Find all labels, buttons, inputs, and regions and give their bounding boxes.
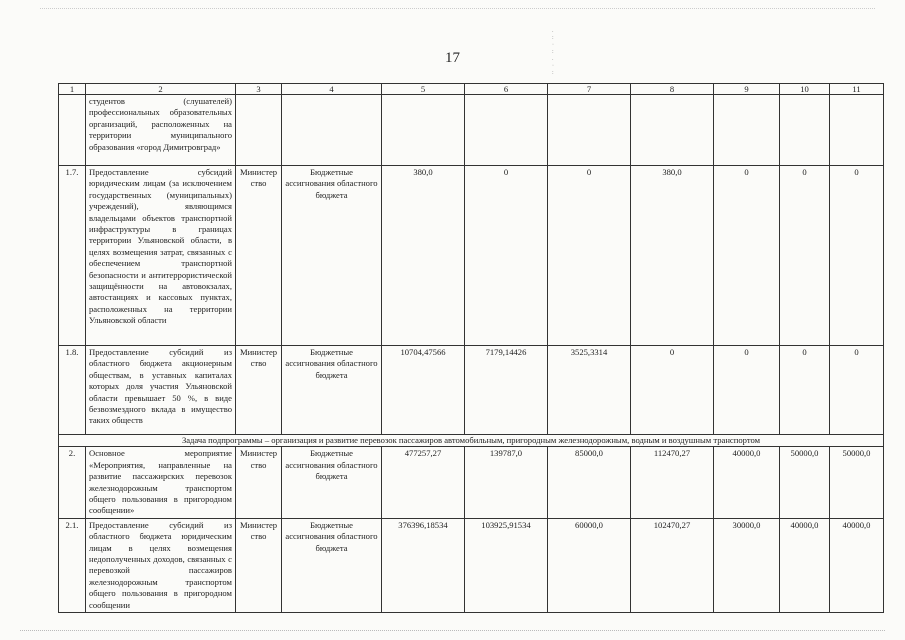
row-value: 0 (714, 346, 780, 435)
row-description: Предоставление субсидий из областного бюджета юридическим лицам в целях возмещения недополученных доходов, связанных с перевозкой пассажиров железнодорожным транспортом общего пользования в пригородном сообщении (86, 518, 236, 612)
row-value: 380,0 (631, 166, 714, 346)
scan-artifact-top (40, 8, 875, 10)
row-total: 10704,47566 (382, 346, 465, 435)
row-number: 2. (59, 447, 86, 518)
row-total: 380,0 (382, 166, 465, 346)
row-value (830, 95, 884, 166)
row-value (465, 95, 548, 166)
row-value: 7179,14426 (465, 346, 548, 435)
row-total: 477257,27 (382, 447, 465, 518)
table-row (59, 95, 884, 166)
row-value: 0 (830, 166, 884, 346)
program-table (58, 83, 884, 613)
row-value (631, 95, 714, 166)
row-value: 103925,91534 (465, 518, 548, 612)
row-value (548, 95, 631, 166)
row-value: 85000,0 (548, 447, 631, 518)
row-value: 40000,0 (830, 518, 884, 612)
row-value (780, 95, 830, 166)
row-responsible: Министерство (236, 166, 282, 346)
row-responsible (236, 95, 282, 166)
column-header: 8 (631, 84, 714, 95)
row-value: 50000,0 (780, 447, 830, 518)
table-row (59, 346, 884, 435)
row-number (59, 95, 86, 166)
table-row (59, 166, 884, 346)
row-description: Основное мероприятие «Мероприятия, направленные на развитие пассажирских перевозок железнодорожным транспортом общего пользования в пригородном сообщении» (86, 447, 236, 518)
row-funding-source: Бюджетные ассигнования областного бюджета (282, 346, 382, 435)
row-value: 0 (780, 166, 830, 346)
row-value: 0 (830, 346, 884, 435)
row-funding-source: Бюджетные ассигнования областного бюджета (282, 447, 382, 518)
task-heading-row (59, 435, 884, 447)
column-header: 5 (382, 84, 465, 95)
column-header: 9 (714, 84, 780, 95)
row-value (714, 95, 780, 166)
table-row (59, 518, 884, 612)
column-header: 3 (236, 84, 282, 95)
page-number: 17 (445, 50, 460, 66)
row-value: 3525,3314 (548, 346, 631, 435)
scan-artifact-marks: . : · : . · : (552, 28, 554, 76)
row-value: 102470,27 (631, 518, 714, 612)
row-responsible: Министерство (236, 447, 282, 518)
row-value: 0 (465, 166, 548, 346)
row-value: 112470,27 (631, 447, 714, 518)
row-description: студентов (слушателей) профессиональных образовательных организаций, расположенных на территории муниципального образования «город Димитровград» (86, 95, 236, 166)
row-value: 0 (714, 166, 780, 346)
task-heading: Задача подпрограммы – организация и развитие перевозок пассажиров автомобильным, пригородным железнодорожным, водным и воздушным транспортом (59, 435, 884, 447)
row-value: 30000,0 (714, 518, 780, 612)
row-value: 40000,0 (780, 518, 830, 612)
row-value: 0 (631, 346, 714, 435)
scan-artifact-bottom (20, 630, 885, 632)
row-value: 0 (780, 346, 830, 435)
row-value: 60000,0 (548, 518, 631, 612)
row-value: 50000,0 (830, 447, 884, 518)
table-row (59, 447, 884, 518)
row-number: 1.8. (59, 346, 86, 435)
column-header: 11 (830, 84, 884, 95)
row-total: 376396,18534 (382, 518, 465, 612)
column-header: 10 (780, 84, 830, 95)
row-total (382, 95, 465, 166)
column-header: 2 (86, 84, 236, 95)
column-header: 6 (465, 84, 548, 95)
row-number: 2.1. (59, 518, 86, 612)
row-value: 139787,0 (465, 447, 548, 518)
row-funding-source: Бюджетные ассигнования областного бюджета (282, 166, 382, 346)
row-description: Предоставление субсидий из областного бюджета акционерным обществам, в уставных капиталах которых доля участия Ульяновской области превышает 50 %, в виде безвозмездного вклада в имущество таких обществ (86, 346, 236, 435)
column-header: 1 (59, 84, 86, 95)
row-value: 40000,0 (714, 447, 780, 518)
column-header: 4 (282, 84, 382, 95)
column-header: 7 (548, 84, 631, 95)
row-responsible: Министерство (236, 346, 282, 435)
row-responsible: Министерство (236, 518, 282, 612)
row-number: 1.7. (59, 166, 86, 346)
row-description: Предоставление субсидий юридическим лицам (за исключением государственных (муниципальных) учреждений), являющимся владельцами объектов транспортной инфраструктуры в границах территории Ульяновской области, в целях возмещения затрат, связанных с обеспечением транспортной безопасности и антитеррористической защищённости на автовокзалах, автостанциях и кассовых пунктах, расположенных на территории Ульяновской области (86, 166, 236, 346)
table-header-row (59, 84, 884, 95)
row-value: 0 (548, 166, 631, 346)
row-funding-source: Бюджетные ассигнования областного бюджета (282, 518, 382, 612)
row-funding-source (282, 95, 382, 166)
